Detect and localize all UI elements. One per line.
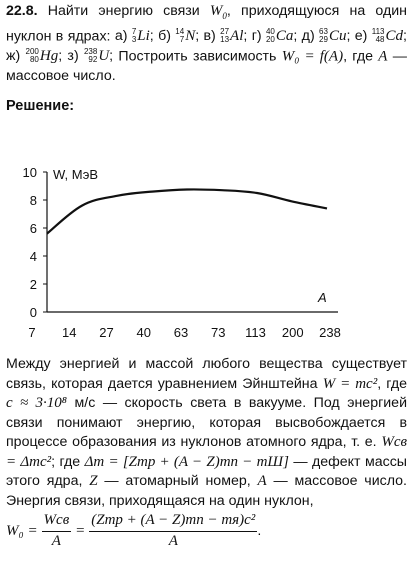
eq-z: Z — [89, 473, 98, 489]
x-tick-label: 40 — [136, 325, 151, 340]
problem-text-2: , приходящуюся на один нуклон в ядрах: — [6, 3, 407, 44]
isotope-item-label: в) — [199, 28, 221, 44]
isotope-u — [84, 47, 109, 67]
binding-energy-curve — [47, 189, 327, 233]
problem-text-1: Найти энергию связи — [47, 3, 200, 19]
element-symbol: Cd — [385, 27, 404, 44]
x-tick-label: 63 — [173, 325, 189, 340]
problem-text-5: — массовое число. — [6, 48, 407, 84]
chart-ticks — [23, 165, 341, 340]
isotope-item-label: ж) — [6, 48, 26, 64]
formula-w0-fa: W₀ = f(A) — [281, 48, 344, 64]
eq-binding-energy: Wсв = Δmc² — [6, 434, 407, 470]
separator: ; — [403, 28, 407, 44]
expl-s4: ; где — [51, 453, 81, 470]
element-symbol: Li — [137, 27, 150, 44]
element-symbol: Cu — [328, 27, 347, 44]
expl-s2: , где — [377, 375, 407, 392]
x-axis-label: A — [318, 290, 327, 305]
mass-number: 200 — [25, 47, 39, 57]
x-tick-label: 27 — [99, 325, 114, 340]
eq-a: A — [257, 473, 267, 489]
y-tick-label: 10 — [22, 165, 37, 180]
problem-text-4: , где — [343, 48, 374, 64]
separator: ; — [149, 28, 154, 44]
x-tick-label: 73 — [211, 325, 226, 340]
eq-w0-lhs: W₀ = — [6, 522, 38, 539]
expl-s5: — дефект массы этого ядра, — [6, 453, 407, 489]
eq-mass-defect: Δm = [Zmp + (A − Z)mn − mШ] — [84, 453, 289, 470]
isotope-hg — [26, 47, 59, 67]
frac-num-1: Wсв — [42, 511, 72, 532]
eq-w0-end: . — [257, 522, 262, 539]
mass-number: 63 — [319, 27, 328, 37]
expl-s3: м/с — скорость света в вакууме. Под энергией связи понимают энергию, которая высвобождается в процессе образования из нуклонов атомного ядра, т. е. — [6, 395, 407, 450]
atomic-number: 3 — [131, 35, 137, 45]
separator: ; — [109, 48, 114, 64]
x-tick-label: 14 — [62, 325, 77, 340]
mass-number: 40 — [265, 27, 275, 37]
frac-full — [89, 511, 257, 551]
atomic-number: 92 — [88, 55, 98, 65]
isotope-item-label: г) — [247, 28, 266, 44]
x-tick-label: 200 — [281, 325, 304, 340]
y-tick-label: 0 — [29, 305, 37, 320]
isotope-al — [220, 27, 243, 47]
mass-number: 7 — [131, 27, 137, 37]
problem-number: 22.8. — [6, 3, 38, 19]
y-tick-label: 8 — [29, 193, 37, 208]
atomic-number: 13 — [220, 35, 230, 45]
isotope-item-label: е) — [350, 28, 372, 44]
element-symbol: N — [185, 27, 196, 44]
atomic-number: 7 — [179, 35, 185, 45]
isotope-n — [175, 27, 195, 47]
mass-number: 27 — [220, 27, 230, 37]
isotope-ca — [266, 27, 293, 47]
frac-den-1: A — [51, 532, 61, 549]
atomic-number: 29 — [319, 35, 328, 45]
problem-statement — [6, 2, 407, 86]
mass-number: 14 — [175, 27, 185, 37]
separator: ; — [346, 28, 351, 44]
y-tick-label: 2 — [29, 277, 37, 292]
expl-s7: — массовое число. Энергия связи, приходящаяся на один нуклон, — [6, 473, 407, 509]
y-axis-label: W, МэВ — [53, 167, 99, 182]
separator: ; — [195, 28, 200, 44]
y-tick-label: 6 — [29, 221, 37, 236]
y-tick-label: 4 — [29, 249, 37, 264]
atomic-number: 48 — [375, 35, 385, 45]
eq-speed-of-light: c ≈ 3·10⁸ — [6, 395, 68, 411]
isotope-cd — [372, 27, 403, 47]
x-tick-label: 7 — [28, 325, 36, 340]
var-a: A — [378, 48, 388, 64]
frac-num-2: (Zmp + (A − Z)mn − mя)c² — [89, 511, 257, 532]
isotope-cu — [319, 27, 346, 47]
eq-w0-mid: = — [75, 522, 86, 539]
isotope-item-label: б) — [153, 28, 176, 44]
element-symbol: Ca — [275, 27, 294, 44]
solution-header: Решение: — [6, 98, 75, 114]
separator: ; — [293, 28, 298, 44]
frac-wsv-a — [42, 511, 72, 551]
frac-den-2: A — [168, 532, 178, 549]
problem-text-3: Построить зависимость — [118, 48, 277, 64]
explanation-text — [6, 355, 407, 551]
binding-energy-chart — [0, 160, 413, 355]
expl-s6: — атомарный номер, — [104, 473, 251, 489]
expl-s1: Между энергией и массой любого вещества существует связь, которая дается уравнением Эйнштейна — [6, 356, 407, 392]
isotope-item-label: д) — [297, 28, 320, 44]
separator: ; — [58, 48, 63, 64]
var-w0: $W_0$ — [209, 3, 227, 21]
isotope-li — [132, 27, 150, 47]
chart-axes — [47, 172, 338, 312]
x-tick-label: 238 — [319, 325, 341, 340]
atomic-number: 80 — [29, 55, 39, 65]
x-tick-label: 113 — [245, 325, 266, 340]
mass-number: 113 — [371, 27, 385, 37]
isotope-item-label: а) — [114, 28, 132, 44]
separator: ; — [243, 28, 248, 44]
atomic-number: 20 — [265, 35, 275, 45]
eq-einstein: W = mc² — [322, 375, 378, 392]
element-symbol: U — [98, 47, 110, 64]
isotope-item-label: з) — [62, 48, 84, 64]
element-symbol: Al — [230, 27, 244, 44]
element-symbol: Hg — [39, 47, 59, 64]
mass-number: 238 — [83, 47, 98, 57]
